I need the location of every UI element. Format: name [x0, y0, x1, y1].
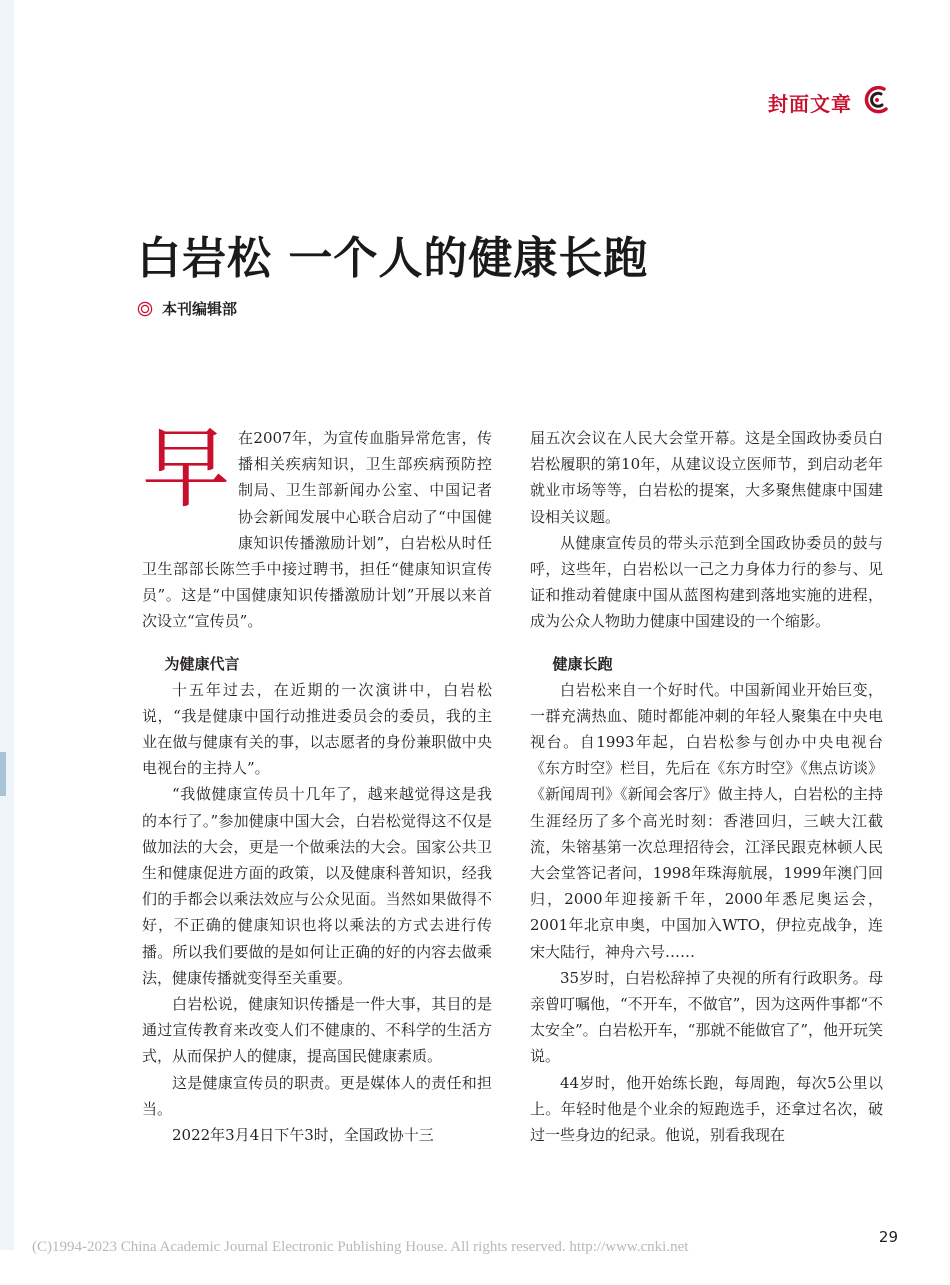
section-heading-long-run: 健康长跑	[552, 654, 613, 673]
right-column	[530, 425, 883, 1148]
left-column	[142, 417, 492, 1148]
side-stripe-mark	[0, 752, 6, 796]
article-title: 白岩松 一个人的健康长跑	[137, 233, 649, 284]
paragraph-continued: 届五次会议在人民大会堂开幕。这是全国政协委员白岩松履职的第10年，从建议设立医师节，到启动老年就业市场等等，白岩松的提案，大多聚焦健康中国建设相关议题。	[530, 429, 883, 526]
double-circle-icon	[137, 301, 153, 317]
paragraph: 35岁时，白岩松辞掉了央视的所有行政职务。母亲曾叮嘱他，“不开车，不做官”，因为这两件事都“不太安全”。白岩松开车，“那就不能做官了”，他开玩笑说。	[530, 968, 884, 1066]
paragraph: 白岩松说，健康知识传播是一件大事，其目的是通过宣传教育来改变人们不健康的、不科学的生活方式，从而保护人的健康，提高国民健康素质。	[142, 995, 492, 1066]
intro-paragraph	[142, 417, 492, 635]
page-number: 29	[878, 1228, 898, 1246]
dropcap: 早	[142, 417, 231, 520]
paragraph: “我做健康宣传员十几年了，越来越觉得这是我的本行了。”参加健康中国大会，白岩松觉得这不仅是做加法的大会，更是一个做乘法的大会。国家公共卫生和健康促进方面的政策，以及健康科普知识，经我们的手都会以乘法效应与公众见面。当然如果做得不好，不正确的健康知识也将以乘法的方式去进行传播。所以我们要做的是如何让正确的好的内容去做乘法，健康传播就变得至关重要。	[142, 785, 492, 987]
paragraph: 这是健康宣传员的职责。更是媒体人的责任和担当。	[142, 1073, 492, 1118]
paragraph: 从健康宣传员的带头示范到全国政协委员的鼓与呼，这些年，白岩松以一己之力身体力行的参与、见证和推动着健康中国从蓝图构建到落地实施的进程，成为公众人物助力健康中国建设的一个缩影。	[530, 533, 883, 631]
paragraph: 十五年过去，在近期的一次演讲中，白岩松说，“我是健康中国行动推进委员会的委员，我的主业在做与健康有关的事，以志愿者的身份兼职做中央电视台的主持人”。	[142, 680, 492, 778]
byline-text: 本刊编辑部	[162, 300, 238, 318]
section-logo-icon	[862, 85, 894, 115]
intro-text: 在2007年，为宣传血脂异常危害，传播相关疾病知识，卫生部疾病预防控制局、卫生部新闻办公室、中国记者协会新闻发展中心联合启动了“中国健康知识传播激励计划”，白岩松从时任卫生部部长陈竺手中接过聘书，担任“健康知识宣传员”。这是“中国健康知识传播激励计划”开展以来首次设立“宣传员”。	[142, 429, 492, 631]
paragraph: 白岩松来自一个好时代。中国新闻业开始巨变，一群充满热血、随时都能冲刺的年轻人聚集在中央电视台。自1993年起，白岩松参与创办中央电视台《东方时空》栏目，先后在《东方时空》《焦点访谈》《新闻周刊》《新闻会客厅》做主持人，白岩松的主持生涯经历了多个高光时刻：香港回归，三峡大江截流，朱镕基第一次总理招待会，江泽民跟克林顿人民大会堂答记者问，1998年珠海航展，1999年澳门回归，2000年迎接新千年，2000年悉尼奥运会，2001年北京申奥，中国加入WTO，伊拉克战争，连宋大陆行，神舟六号……	[530, 680, 883, 961]
section-heading-health-spokesperson: 为健康代言	[164, 654, 240, 673]
byline	[137, 298, 237, 319]
section-tag: 封面文章	[768, 92, 852, 116]
side-stripe	[0, 0, 14, 1250]
copyright-footer: (C)1994-2023 China Academic Journal Electronic Publishing House. All rights reserved. http://www.cnki.net	[32, 1239, 689, 1255]
paragraph: 44岁时，他开始练长跑，每周跑，每次5公里以上。年轻时他是个业余的短跑选手，还拿过名次，破过一些身边的纪录。他说，别看我现在	[530, 1073, 883, 1145]
paragraph: 2022年3月4日下午3时，全国政协十三	[172, 1126, 434, 1145]
